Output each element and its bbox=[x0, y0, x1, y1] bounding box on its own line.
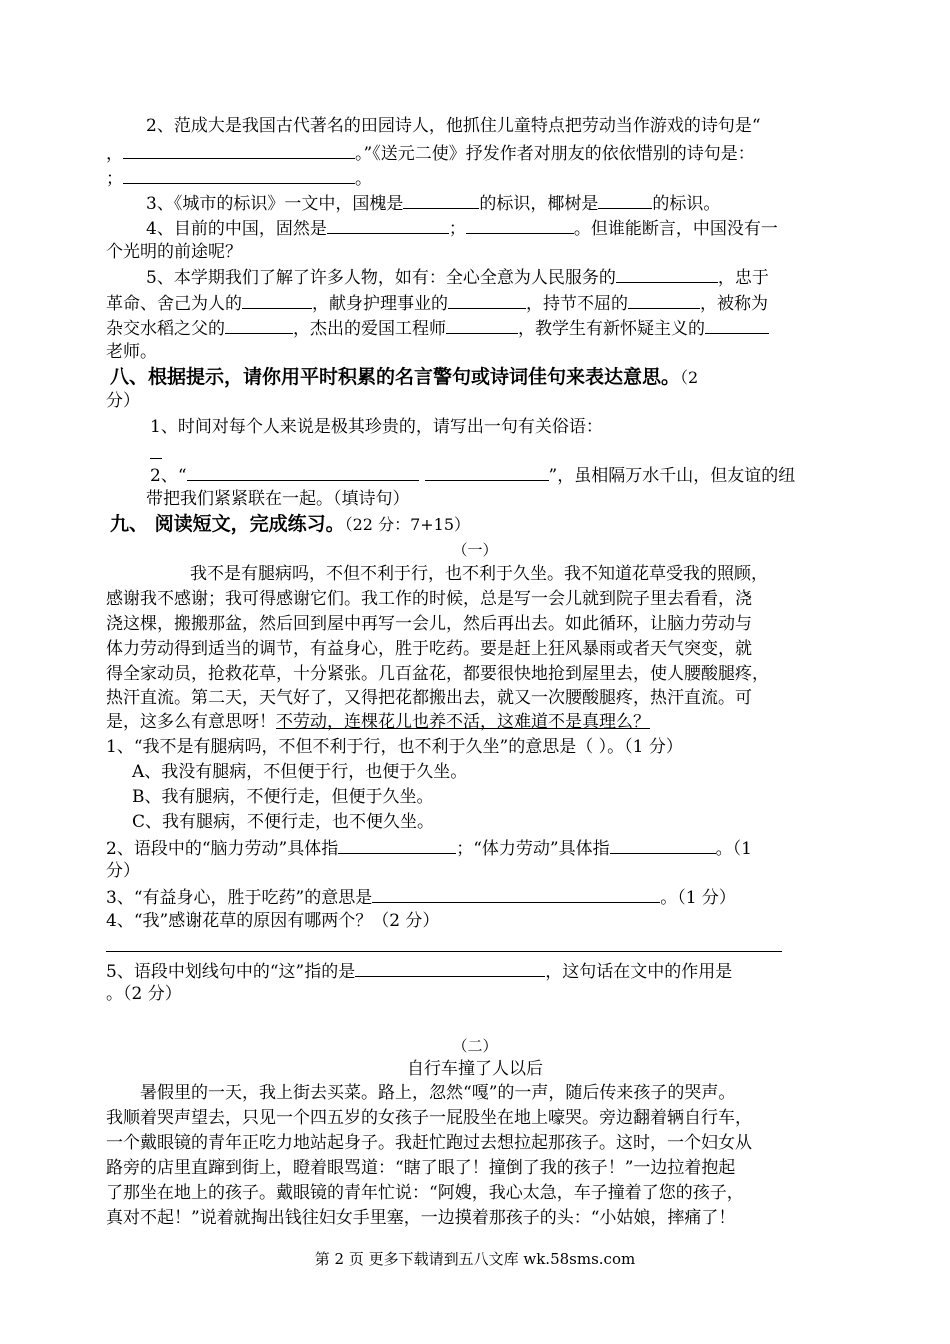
s9-q3: 3、“有益身心，胜于吃药”的意思是 。（1 分） bbox=[106, 884, 736, 910]
passage1-line: 是，这多么有意思呀！不劳动，连棵花儿也养不活，这难道不是真理么？ bbox=[106, 712, 650, 732]
section9-title: 九、 阅读短文，完成练习。（22 分：7+15） bbox=[110, 513, 471, 535]
passage2-line: 路旁的店里直蹿到街上，瞪着眼骂道：“瞎了眼了！撞倒了我的孩子！”一边拉着抱起 bbox=[106, 1158, 736, 1178]
answer-blank[interactable] bbox=[187, 462, 419, 481]
option-c[interactable]: C、我有腿病，不便行走，也不便久坐。 bbox=[132, 812, 435, 832]
part2-title: 自行车撞了人以后 bbox=[407, 1059, 543, 1079]
answer-blank[interactable] bbox=[598, 190, 652, 209]
passage1-line: 浇这棵，搬搬那盆，然后回到屋中再写一会儿，然后再出去。如此循环，让脑力劳动与 bbox=[106, 614, 752, 634]
passage2-line: 一个戴眼镜的青年正吃力地站起身子。我赶忙跑过去想拉起那孩子。这时，一个妇女从 bbox=[106, 1133, 752, 1153]
passage2-line: 了那坐在地上的孩子。戴眼镜的青年忙说：“阿嫂，我心太急，车子撞着了您的孩子， bbox=[106, 1183, 744, 1203]
answer-blank[interactable] bbox=[403, 190, 479, 209]
s8-q2-line2: 带把我们紧紧联在一起。（填诗句） bbox=[146, 489, 410, 509]
s8-q1: 1、时间对每个人来说是极其珍贵的，请写出一句有关俗语： bbox=[150, 417, 603, 437]
answer-blank[interactable] bbox=[225, 315, 293, 334]
section8-points-line2: 分） bbox=[106, 391, 140, 411]
section8-title: 八、根据提示，请你用平时积累的名言警句或诗词佳句来表达意思。（2 bbox=[110, 366, 699, 388]
q4-line1: 4、目前的中国，固然是 ； 。但谁能断言，中国没有一 bbox=[146, 215, 778, 241]
answer-blank[interactable] bbox=[466, 215, 574, 234]
s9-q4: 4、“我”感谢花草的原因有哪两个？（2 分） bbox=[106, 911, 440, 931]
passage2-line: 真对不起！”说着就掏出钱往妇女手里塞，一边摸着那孩子的头：“小姑娘，摔痛了！ bbox=[106, 1208, 736, 1228]
answer-blank[interactable] bbox=[150, 440, 162, 459]
q5-line4: 老师。 bbox=[106, 342, 157, 362]
answer-blank[interactable] bbox=[448, 290, 526, 309]
q4-line2: 个光明的前途呢？ bbox=[106, 242, 242, 262]
q5-line1: 5、本学期我们了解了许多人物，如有：全心全意为人民服务的 ，忠于 bbox=[146, 264, 769, 290]
answer-blank[interactable] bbox=[628, 290, 700, 309]
s9-q5-line1: 5、语段中划线句中的“这”指的是 ，这句话在文中的作用是 bbox=[106, 958, 732, 984]
q3: 3、《城市的标识》一文中，国槐是 的标识，椰树是 的标识。 bbox=[146, 190, 720, 216]
s9-q2-line1: 2、语段中的“脑力劳动”具体指 ；“体力劳动”具体指 。（1 bbox=[106, 835, 752, 861]
answer-blank[interactable] bbox=[123, 140, 355, 159]
passage1-line: 体力劳动得到适当的调节，有益身心，胜于吃药。要是赶上狂风暴雨或者天气突变，就 bbox=[106, 639, 752, 659]
answer-blank[interactable] bbox=[327, 215, 449, 234]
s9-q2-line2: 分） bbox=[106, 861, 140, 881]
answer-blank[interactable] bbox=[123, 165, 355, 184]
passage1-line: 得全家动员，抢救花草，十分紧张。几百盆花，都要很快地抢到屋里去，使人腰酸腿疼， bbox=[106, 664, 769, 684]
answer-blank[interactable] bbox=[705, 315, 769, 334]
answer-blank[interactable] bbox=[338, 835, 456, 854]
q2-line2: ， 。”《送元二使》抒发作者对朋友的依依惜别的诗句是： bbox=[106, 140, 755, 166]
option-b[interactable]: B、我有腿病，不便行走，但便于久坐。 bbox=[132, 787, 434, 807]
passage2-line: 暑假里的一天，我上街去买菜。路上，忽然“嘎”的一声，随后传来孩子的哭声。 bbox=[140, 1083, 736, 1103]
answer-blank[interactable] bbox=[372, 884, 660, 903]
option-a[interactable]: A、我没有腿病，不但便于行，也便于久坐。 bbox=[132, 762, 468, 782]
q2-line1: 2、范成大是我国古代著名的田园诗人，他抓住儿童特点把劳动当作游戏的诗句是“ bbox=[146, 116, 761, 136]
page-footer: 第 2 页 更多下载请到五八文库 wk.58sms.com bbox=[314, 1250, 636, 1268]
part1-label: （一） bbox=[452, 541, 498, 559]
answer-blank[interactable] bbox=[242, 290, 312, 309]
passage1-line: 感谢我不感谢；我可得感谢它们。我工作的时候，总是写一会儿就到院子里去看看，浇 bbox=[106, 589, 752, 609]
part2-label: （二） bbox=[452, 1037, 498, 1055]
q5-line2: 革命、舍己为人的 ，献身护理事业的 ，持节不屈的 ，被称为 bbox=[106, 290, 768, 316]
answer-blank[interactable] bbox=[616, 264, 718, 283]
passage1-line: 热汗直流。第二天，天气好了，又得把花都搬出去，就又一次腰酸腿疼，热汗直流。可 bbox=[106, 688, 752, 708]
s9-q5-line2: 。（2 分） bbox=[106, 984, 182, 1004]
q5-line3: 杂交水稻之父的 ，杰出的爱国工程师 ，教学生有新怀疑主义的 bbox=[106, 315, 769, 341]
passage2-line: 我顺着哭声望去，只见一个四五岁的女孩子一屁股坐在地上嚎哭。旁边翻着辆自行车， bbox=[106, 1108, 752, 1128]
s8-q2-line1: 2、“ ”，虽相隔万水千山，但友谊的纽 bbox=[150, 462, 795, 488]
answer-blank[interactable] bbox=[425, 462, 549, 481]
passage1-line: 我不是有腿病吗，不但不利于行，也不利于久坐。我不知道花草受我的照顾， bbox=[190, 564, 768, 584]
answer-blank[interactable] bbox=[446, 315, 518, 334]
q2-line3: ； 。 bbox=[106, 165, 372, 191]
answer-blank[interactable] bbox=[610, 835, 716, 854]
s9-q4-answer-line[interactable] bbox=[106, 951, 782, 952]
underlined-sentence: 不劳动，连棵花儿也养不活，这难道不是真理么？ bbox=[276, 712, 650, 732]
answer-blank[interactable] bbox=[355, 958, 545, 977]
s9-q1: 1、“我不是有腿病吗，不但不利于行，也不利于久坐”的意思是（ ）。（1 分） bbox=[106, 737, 683, 757]
